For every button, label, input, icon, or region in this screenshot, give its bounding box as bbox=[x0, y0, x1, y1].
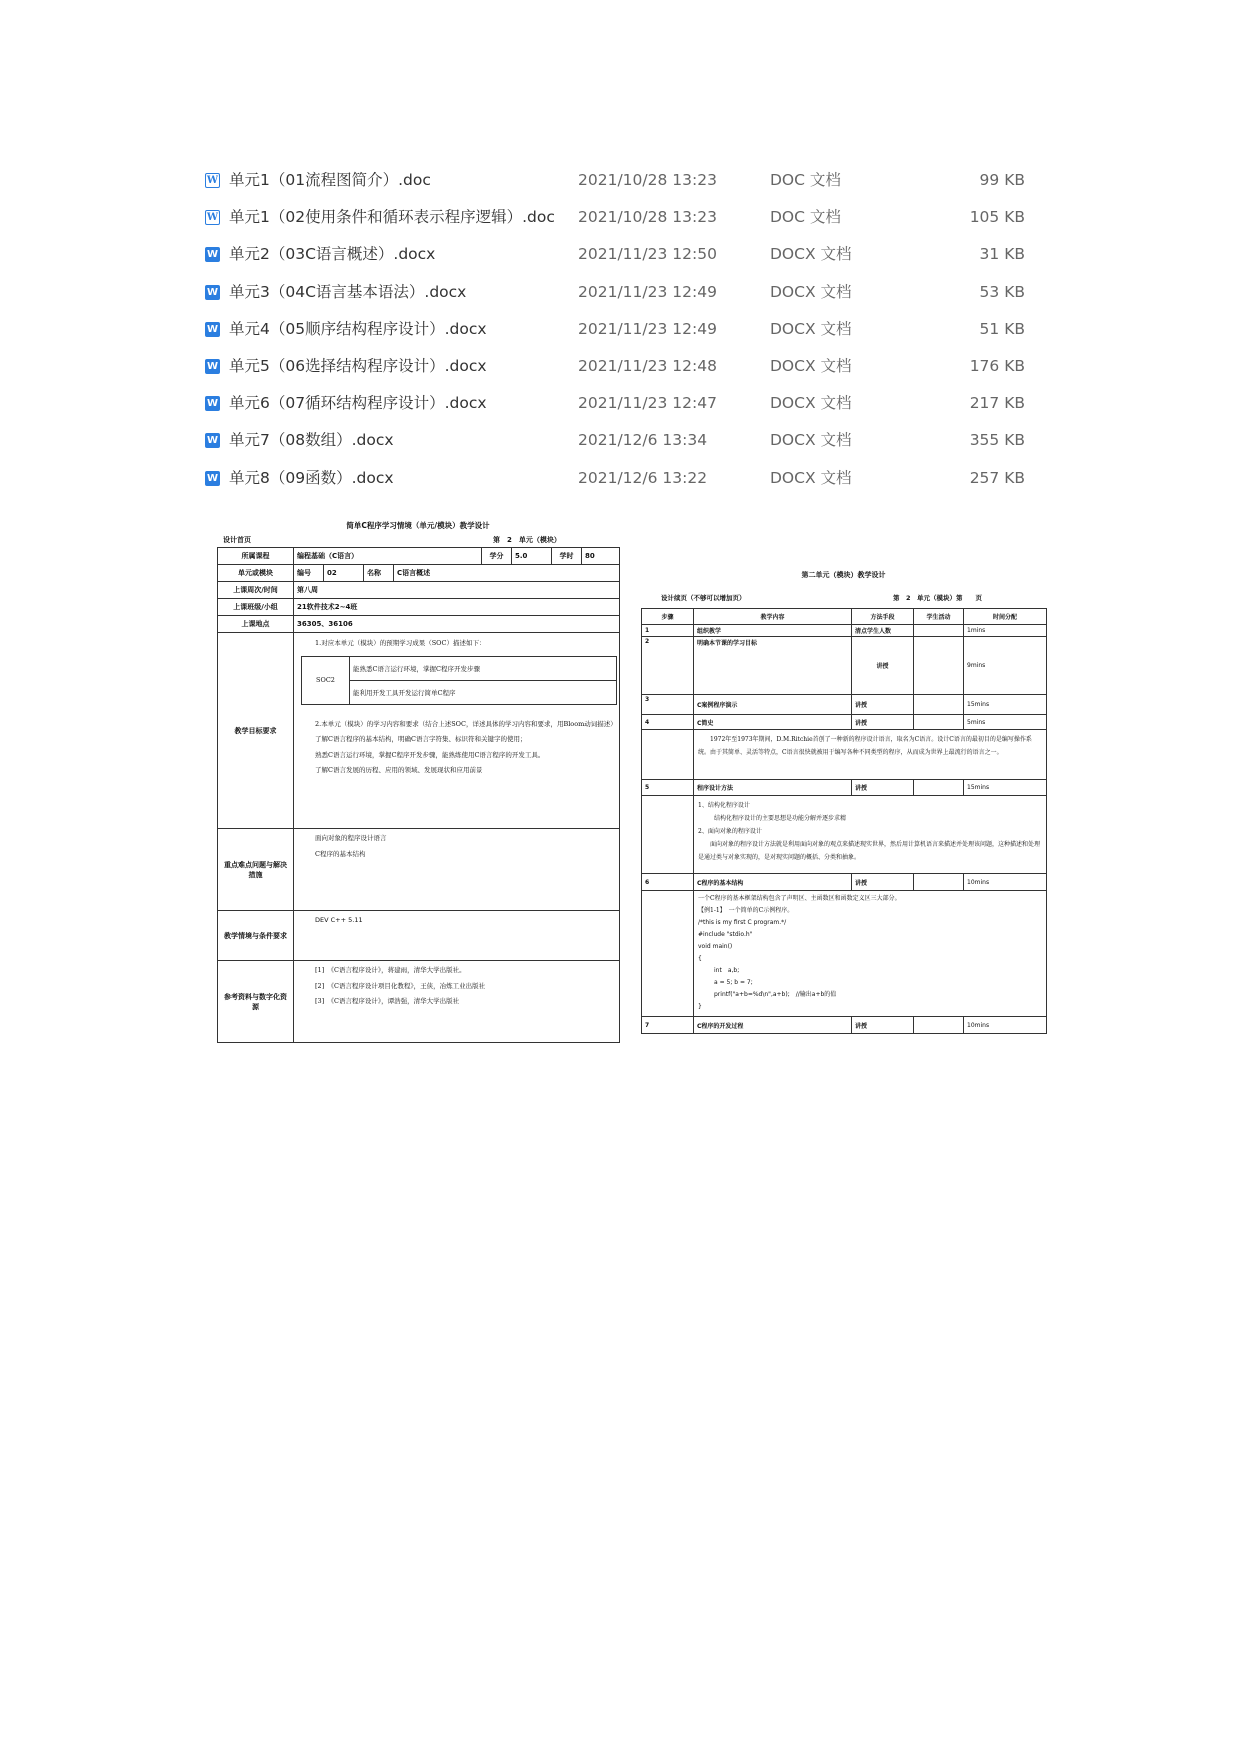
file-name[interactable]: 单元4（05顺序结构程序设计）.docx bbox=[229, 319, 487, 338]
goal-cell bbox=[294, 633, 620, 829]
row3-method: 讲授 bbox=[852, 695, 914, 715]
file-row[interactable] bbox=[205, 385, 1025, 422]
structure-line-2: 【例1-1】 一个简单的C示例程序。 bbox=[698, 907, 794, 914]
row1-step: 1 bbox=[642, 625, 694, 637]
file-name[interactable]: 单元6（07循环结构程序设计）.docx bbox=[229, 394, 487, 413]
ref-line-2: [2] 《C语言程序设计项目化教程》，王侠，冶炼工业出版社 bbox=[315, 981, 486, 990]
file-type: DOCX 文档 bbox=[770, 431, 852, 450]
docx-file-icon: W bbox=[206, 435, 219, 447]
history-text: 1972年至1973年期间，D.M.Ritchie首创了一种新的程序设计语言，取名为C语言。设计C语言的最初目的是编写操作系统。由于其简单、灵活等特点，C语言很快就被用于编写各种不同类型的程序，从而成为世界上最流行的语言之一。 bbox=[694, 730, 1047, 780]
doc2-title: 第二单元（模块）教学设计 bbox=[801, 571, 886, 579]
row3-step: 3 bbox=[642, 695, 694, 715]
file-type: DOCX 文档 bbox=[770, 468, 852, 487]
row4-method: 讲授 bbox=[852, 715, 914, 730]
ref-line-1: [1] 《C语言程序设计》，蒋建雨，清华大学出版社。 bbox=[315, 966, 466, 974]
soc-item-1: 能熟悉C语言运行环境，掌握C程序开发步骤 bbox=[350, 656, 617, 680]
key-cell bbox=[294, 829, 620, 911]
doc-file-icon: W bbox=[206, 212, 219, 224]
doc-file-icon: W bbox=[206, 175, 219, 186]
row5-content: 程序设计方法 bbox=[694, 780, 852, 796]
week-label: 上课周次/时间 bbox=[218, 582, 294, 599]
file-list bbox=[205, 162, 1025, 497]
name-label: 名称 bbox=[364, 565, 394, 582]
file-date: 2021/12/6 13:22 bbox=[578, 468, 708, 487]
docx-file-icon: W bbox=[206, 249, 219, 261]
docx-file-icon: W bbox=[206, 360, 219, 372]
row6-content: C程序的基本结构 bbox=[694, 874, 852, 891]
course-value: 编程基础（C语言） bbox=[294, 548, 482, 565]
soc-item-2: 能利用开发工具开发运行简单C程序 bbox=[350, 680, 617, 704]
credit-label: 学分 bbox=[482, 548, 512, 565]
doc1-header-right: 第 2 单元（模块） bbox=[493, 536, 561, 544]
goal-line-2: 熟悉C语言运行环境，掌握C程序开发步骤，能熟练使用C语言程序的开发工具。 bbox=[315, 750, 545, 759]
file-date: 2021/12/6 13:34 bbox=[578, 431, 708, 450]
file-size: 31 KB bbox=[979, 245, 1025, 264]
hours-label: 学时 bbox=[552, 548, 582, 565]
doc2-header bbox=[661, 593, 1046, 602]
goal-line-3: 了解C语言发展的历程、应用的领域、发展现状和应用前景 bbox=[315, 766, 483, 774]
row4-detail-spacer bbox=[642, 730, 694, 780]
goal-label: 教学目标要求 bbox=[218, 633, 294, 829]
ref-line-3: [3] 《C语言程序设计》，谭浩强，清华大学出版社 bbox=[315, 997, 460, 1005]
soc-table bbox=[301, 656, 617, 705]
header-step: 步骤 bbox=[642, 609, 694, 625]
file-type: DOCX 文档 bbox=[770, 319, 852, 338]
env-value: DEV C++ 5.11 bbox=[315, 916, 363, 924]
structure-line-4: #include "stdio.h" bbox=[698, 931, 753, 938]
row2-content: 明确本节课的学习目标 bbox=[694, 637, 852, 695]
file-size: 105 KB bbox=[969, 208, 1025, 227]
row5-activity bbox=[914, 780, 964, 796]
docx-file-icon: W bbox=[206, 323, 219, 335]
key-line-1: 面向对象的程序设计语言 bbox=[315, 834, 387, 842]
row6-step: 6 bbox=[642, 874, 694, 891]
row7-method: 讲授 bbox=[852, 1017, 914, 1034]
row5-step: 5 bbox=[642, 780, 694, 796]
file-size: 217 KB bbox=[969, 394, 1025, 413]
row1-activity bbox=[914, 625, 964, 637]
row2-step: 2 bbox=[642, 637, 694, 695]
key-label: 重点难点问题与解决措施 bbox=[218, 829, 294, 911]
method-line-1: 1、结构化程序设计 bbox=[698, 802, 750, 809]
doc1-table bbox=[217, 547, 620, 1043]
hours-value: 80 bbox=[582, 548, 620, 565]
file-row[interactable] bbox=[205, 199, 1025, 236]
method-line-2: 结构化程序设计的主要思想是功能分解并逐步求精 bbox=[714, 815, 847, 822]
name-value: C语言概述 bbox=[394, 565, 620, 582]
file-row[interactable] bbox=[205, 236, 1025, 273]
header-time: 时间分配 bbox=[964, 609, 1047, 625]
file-type: DOCX 文档 bbox=[770, 394, 852, 413]
file-size: 355 KB bbox=[969, 431, 1025, 450]
no-value: 02 bbox=[324, 565, 364, 582]
file-row[interactable] bbox=[205, 348, 1025, 385]
file-name[interactable]: 单元1（01流程图简介）.doc bbox=[229, 171, 431, 189]
structure-line-8: a = 5; b = 7; bbox=[714, 979, 753, 986]
file-date: 2021/11/23 12:47 bbox=[578, 394, 717, 413]
docx-file-icon: W bbox=[206, 398, 219, 410]
doc1-header bbox=[223, 535, 619, 545]
file-type: DOCX 文档 bbox=[770, 356, 852, 375]
credit-value: 5.0 bbox=[512, 548, 552, 565]
header-content: 教学内容 bbox=[694, 609, 852, 625]
key-line-2: C程序的基本结构 bbox=[315, 849, 366, 858]
row2-time: 9mins bbox=[964, 637, 1047, 695]
structure-line-5: void main() bbox=[698, 943, 733, 950]
method-line-3: 2、面向对象的程序设计 bbox=[698, 828, 762, 835]
structure-line-10: } bbox=[698, 1003, 702, 1010]
doc2-header-left: 设计续页（不够可以增加页） bbox=[661, 594, 746, 602]
structure-line-3: /*this is my first C program.*/ bbox=[698, 919, 787, 926]
place-value: 36305、36106 bbox=[294, 616, 620, 633]
no-label: 编号 bbox=[294, 565, 324, 582]
row6-method: 讲授 bbox=[852, 874, 914, 891]
doc2-header-right: 第 2 单元（模块）第 页 bbox=[893, 594, 983, 602]
row4-content: C简史 bbox=[694, 715, 852, 730]
row3-time: 15mins bbox=[964, 695, 1047, 715]
header-method: 方法手段 bbox=[852, 609, 914, 625]
row3-activity bbox=[914, 695, 964, 715]
structure-cell bbox=[694, 891, 1047, 1017]
file-size: 53 KB bbox=[979, 282, 1025, 301]
row6-detail-spacer bbox=[642, 891, 694, 1017]
doc1-header-left: 设计首页 bbox=[223, 536, 251, 544]
row7-time: 10mins bbox=[964, 1017, 1047, 1034]
file-size: 257 KB bbox=[969, 468, 1025, 487]
row5-time: 15mins bbox=[964, 780, 1047, 796]
file-date: 2021/11/23 12:49 bbox=[578, 282, 717, 301]
ref-cell bbox=[294, 961, 620, 1043]
row1-method: 清点学生人数 bbox=[852, 625, 914, 637]
file-date: 2021/11/23 12:49 bbox=[578, 319, 717, 338]
row1-time: 1mins bbox=[964, 625, 1047, 637]
unit-label: 单元或模块 bbox=[218, 565, 294, 582]
soc-code: SOC2 bbox=[302, 656, 350, 704]
structure-line-6: { bbox=[698, 955, 702, 962]
course-label: 所属课程 bbox=[218, 548, 294, 565]
structure-line-1: 一个C程序的基本框架结构包含了声明区、主函数区和函数定义区三大部分。 bbox=[698, 895, 901, 902]
row5-detail-spacer bbox=[642, 796, 694, 874]
header-activity: 学生活动 bbox=[914, 609, 964, 625]
docx-file-icon: W bbox=[206, 472, 219, 484]
file-date: 2021/10/28 13:23 bbox=[578, 208, 717, 227]
row4-activity bbox=[914, 715, 964, 730]
file-type: DOCX 文档 bbox=[770, 282, 852, 301]
file-row[interactable] bbox=[205, 311, 1025, 348]
row4-step: 4 bbox=[642, 715, 694, 730]
doc1-title: 简单C程序学习情境（单元/模块）教学设计 bbox=[346, 521, 490, 530]
goal-intro: 1.对应本单元（模块）的预期学习成果（SOC）描述如下： bbox=[315, 639, 486, 647]
file-row[interactable] bbox=[205, 460, 1025, 497]
file-name[interactable]: 单元3（04C语言基本语法）.docx bbox=[229, 282, 467, 301]
structure-line-9: printf("a+b=%d\n",a+b); //输出a+b的值 bbox=[714, 991, 837, 998]
file-row[interactable] bbox=[205, 422, 1025, 459]
row2-activity bbox=[914, 637, 964, 695]
place-label: 上课地点 bbox=[218, 616, 294, 633]
row5-method: 讲授 bbox=[852, 780, 914, 796]
method-line-4: 面向对象的程序设计方法就是利用面向对象的观点来描述现实世界，然后用计算机语言来描述并处理该问题，这种描述和处理是通过类与对象实现的，是对现实问题的概括、分类和抽象。 bbox=[698, 841, 1041, 861]
file-size: 99 KB bbox=[979, 171, 1025, 189]
docx-file-icon: W bbox=[206, 286, 219, 298]
row7-step: 7 bbox=[642, 1017, 694, 1034]
row2-method: 讲授 bbox=[852, 637, 914, 695]
row4-time: 5mins bbox=[964, 715, 1047, 730]
file-name[interactable]: 单元5（06选择结构程序设计）.docx bbox=[229, 356, 487, 375]
row7-activity bbox=[914, 1017, 964, 1034]
row1-content: 组织教学 bbox=[694, 625, 852, 637]
file-name[interactable]: 单元2（03C语言概述）.docx bbox=[229, 245, 436, 264]
doc2-table bbox=[641, 608, 1047, 1034]
file-size: 176 KB bbox=[969, 356, 1025, 375]
row3-content: C案例程序演示 bbox=[694, 695, 852, 715]
file-name[interactable]: 单元7（08数组）.docx bbox=[229, 431, 394, 450]
goal-p2: 2.本单元（模块）的学习内容和要求（结合上述SOC，详述具体的学习内容和要求，用Bloom动词描述） bbox=[315, 719, 617, 728]
file-size: 51 KB bbox=[979, 319, 1025, 338]
file-date: 2021/11/23 12:50 bbox=[578, 245, 717, 264]
structure-line-7: int a,b; bbox=[714, 967, 740, 974]
env-label: 教学情境与条件要求 bbox=[218, 911, 294, 961]
week-value: 第八周 bbox=[294, 582, 620, 599]
file-row[interactable] bbox=[205, 274, 1025, 311]
row7-content: C程序的开发过程 bbox=[694, 1017, 852, 1034]
method-cell bbox=[694, 796, 1047, 874]
file-date: 2021/11/23 12:48 bbox=[578, 356, 717, 375]
file-type: DOC 文档 bbox=[770, 208, 841, 227]
file-name[interactable]: 单元1（02使用条件和循环表示程序逻辑）.doc bbox=[229, 208, 555, 227]
file-type: DOC 文档 bbox=[770, 171, 841, 189]
env-cell bbox=[294, 911, 620, 961]
file-row[interactable] bbox=[205, 162, 1025, 199]
file-date: 2021/10/28 13:23 bbox=[578, 171, 717, 189]
goal-line-1: 了解C语言程序的基本结构，明确C语言字符集、标识符和关键字的使用； bbox=[315, 735, 527, 743]
file-type: DOCX 文档 bbox=[770, 245, 852, 264]
row6-activity bbox=[914, 874, 964, 891]
class-value: 21软件技术2~4班 bbox=[294, 599, 620, 616]
row6-time: 10mins bbox=[964, 874, 1047, 891]
file-name[interactable]: 单元8（09函数）.docx bbox=[229, 468, 394, 487]
class-label: 上课班级/小组 bbox=[218, 599, 294, 616]
ref-label: 参考资料与数字化资源 bbox=[218, 961, 294, 1043]
